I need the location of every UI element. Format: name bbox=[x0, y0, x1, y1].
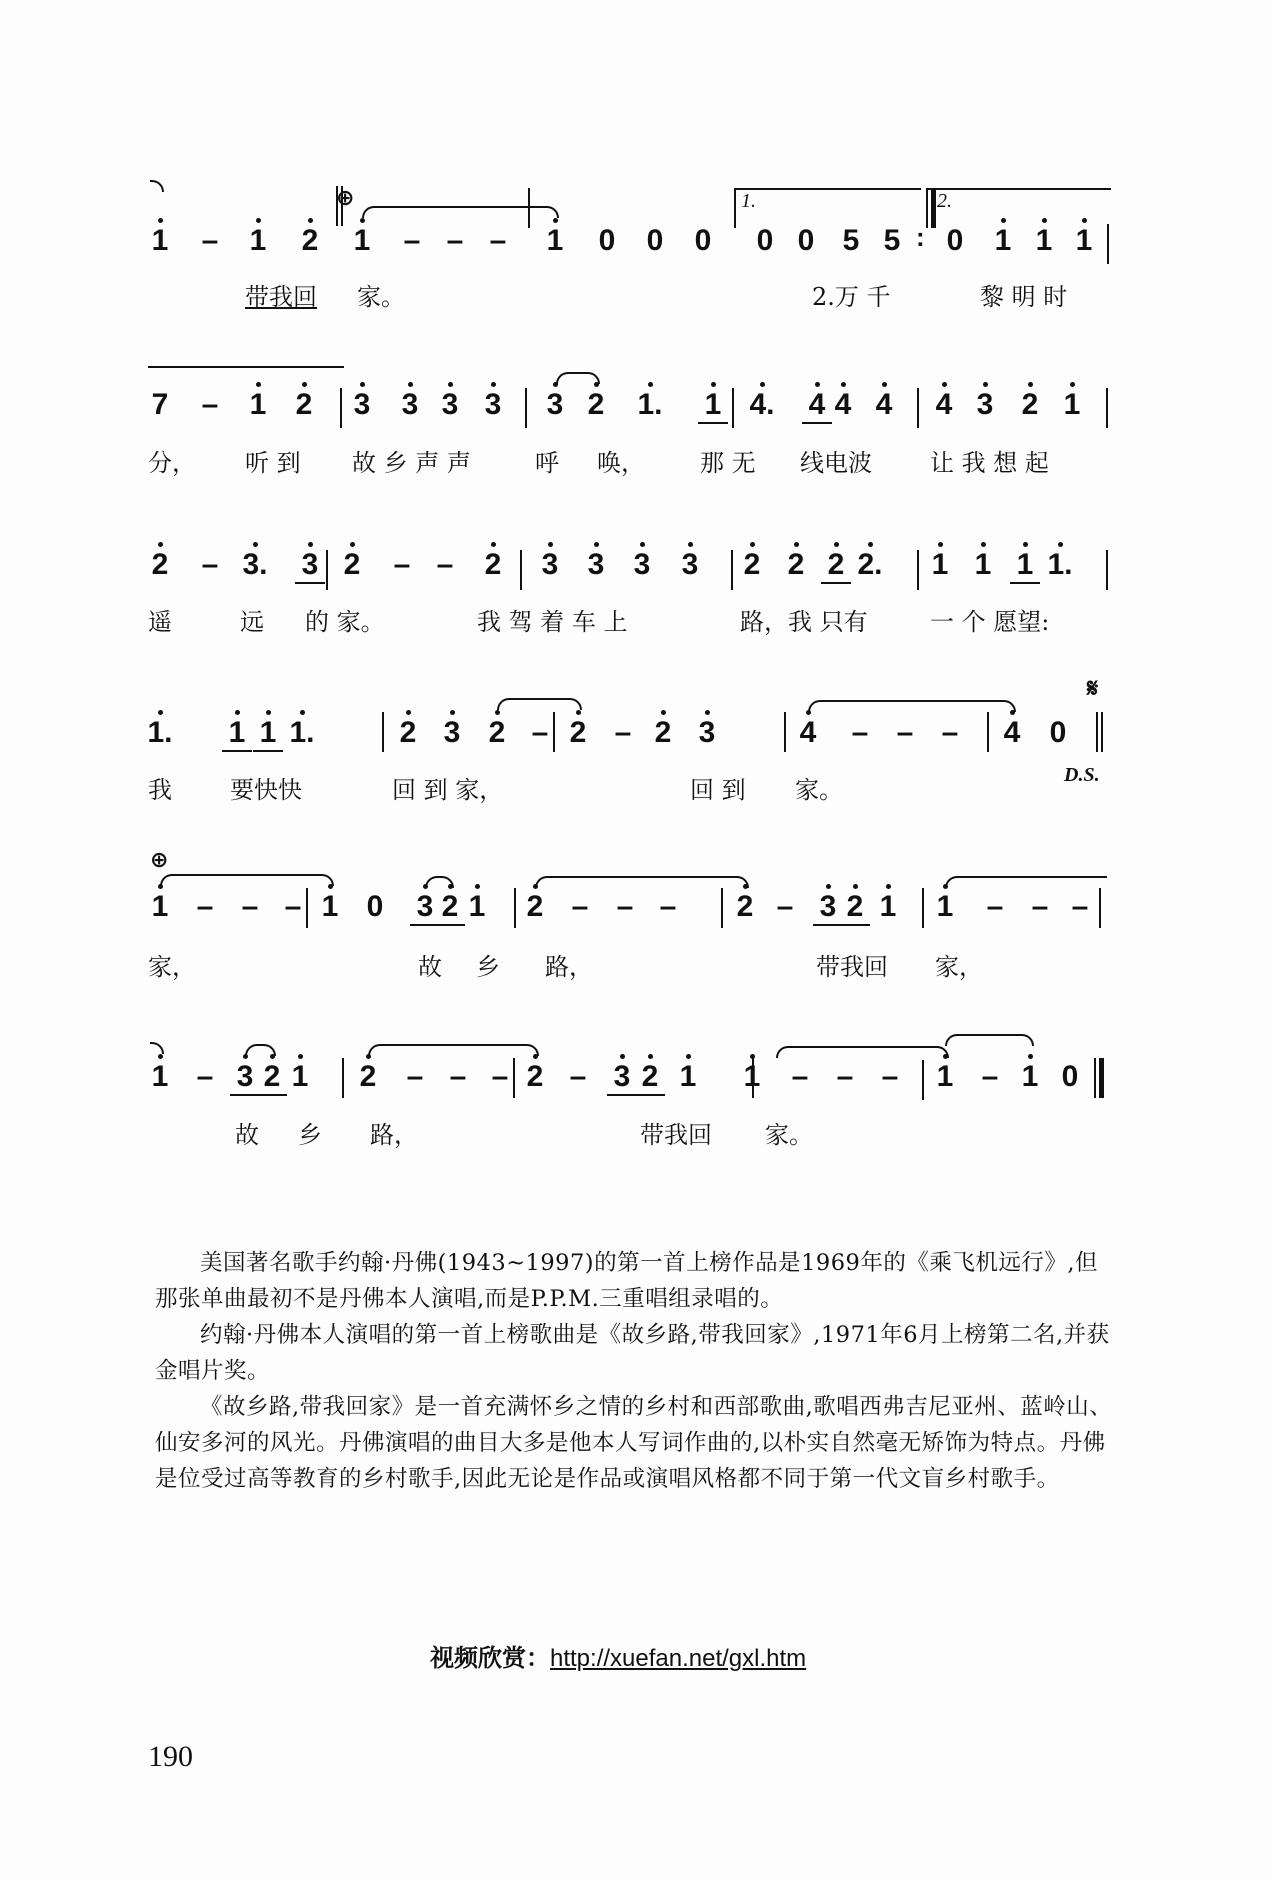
duration-dash: – bbox=[776, 890, 794, 923]
note: 1 bbox=[315, 890, 345, 924]
note: 1 bbox=[145, 1060, 175, 1094]
duration-dash: – bbox=[571, 890, 589, 923]
note: 3 bbox=[970, 388, 1000, 422]
repeat-end-sign: : bbox=[916, 222, 925, 252]
note: 1. bbox=[287, 716, 317, 750]
article-text bbox=[155, 1245, 1115, 1497]
note: 2 bbox=[520, 1060, 550, 1094]
note: 2 bbox=[635, 1060, 665, 1096]
note: 2 bbox=[295, 224, 325, 258]
note: 3 bbox=[435, 388, 465, 422]
tie bbox=[945, 1034, 1034, 1046]
note: 1 bbox=[243, 224, 273, 258]
note: 3. bbox=[240, 548, 270, 582]
lyric: 路， bbox=[545, 953, 593, 981]
lyric: 我 驾 着 车 上 bbox=[477, 608, 628, 636]
note: 7 bbox=[151, 388, 169, 421]
note: 3 bbox=[347, 388, 377, 422]
note: 3 bbox=[675, 548, 705, 582]
note: 1 bbox=[1029, 224, 1059, 258]
tie bbox=[497, 698, 582, 710]
volta-2-label: 2. bbox=[937, 190, 952, 212]
note: 1 bbox=[968, 548, 998, 582]
volta-1 bbox=[734, 188, 921, 208]
video-link-line bbox=[430, 1638, 806, 1673]
tie bbox=[535, 876, 749, 888]
lyric: 家， bbox=[148, 953, 196, 981]
note: 2 bbox=[393, 716, 423, 750]
note: 4 bbox=[929, 388, 959, 422]
note: 0 bbox=[797, 224, 815, 257]
note: 0 bbox=[598, 224, 616, 257]
note: 3 bbox=[581, 548, 611, 582]
lyric: 我 bbox=[148, 776, 172, 804]
note: 1 bbox=[698, 388, 728, 424]
tie bbox=[808, 700, 1016, 712]
barline bbox=[922, 888, 924, 928]
lyric: 家。 bbox=[357, 283, 405, 311]
note: 1 bbox=[540, 224, 570, 258]
duration-dash: – bbox=[531, 716, 549, 749]
note: 1 bbox=[222, 716, 252, 752]
note: 3 bbox=[627, 548, 657, 582]
note: 3 bbox=[535, 548, 565, 582]
barline bbox=[917, 388, 919, 428]
duration-dash: – bbox=[446, 224, 464, 257]
tie bbox=[368, 1044, 539, 1056]
duration-dash: – bbox=[436, 548, 454, 581]
note: 4 bbox=[802, 388, 832, 424]
note: 2 bbox=[730, 890, 760, 924]
note: 1 bbox=[930, 1060, 960, 1094]
note: 2 bbox=[482, 716, 512, 750]
note: 2 bbox=[478, 548, 508, 582]
note: 4 bbox=[828, 388, 858, 422]
lyric: 线电波 bbox=[800, 449, 872, 477]
coda-icon: ⊕ bbox=[150, 848, 169, 873]
barline bbox=[342, 1058, 344, 1098]
note: 2 bbox=[737, 548, 767, 582]
note: 0 bbox=[646, 224, 664, 257]
note: 3 bbox=[437, 716, 467, 750]
note: 3 bbox=[607, 1060, 637, 1096]
lyric: 故 bbox=[418, 953, 442, 981]
paragraph: 《故乡路,带我回家》是一首充满怀乡之情的乡村和西部歌曲,歌唱西弗吉尼亚州、蓝岭山、仙安多河的风光。丹佛演唱的曲目大多是他本人写词作曲的,以朴实自然毫无矫饰为特点。丹佛是位受过高等教育的乡村歌手,因此无论是作品或演唱风格都不同于第一代文盲乡村歌手。 bbox=[155, 1394, 1113, 1492]
duration-dash: – bbox=[489, 224, 507, 257]
double-barline bbox=[1096, 712, 1103, 752]
duration-dash: – bbox=[851, 716, 869, 749]
note: 0 bbox=[756, 224, 774, 257]
duration-dash: – bbox=[406, 1060, 424, 1093]
note: 2 bbox=[435, 890, 465, 926]
duration-dash: – bbox=[241, 890, 259, 923]
duration-dash: – bbox=[791, 1060, 809, 1093]
lyric: 家， bbox=[935, 953, 983, 981]
note: 1 bbox=[145, 224, 175, 258]
note: 2 bbox=[581, 388, 611, 422]
duration-dash: – bbox=[1031, 890, 1049, 923]
note: 2 bbox=[648, 716, 678, 750]
double-barline bbox=[336, 186, 343, 226]
paragraph: 约翰·丹佛本人演唱的第一首上榜歌曲是《故乡路,带我回家》,1971年6月上榜第二名,并获金唱片奖。 bbox=[155, 1322, 1110, 1384]
duration-dash: – bbox=[836, 1060, 854, 1093]
note: 2 bbox=[145, 548, 175, 582]
barline bbox=[1106, 388, 1108, 428]
note: 4 bbox=[869, 388, 899, 422]
lyric: 的 家。 bbox=[305, 608, 385, 636]
note: 4 bbox=[997, 716, 1027, 750]
lyric: 乡 bbox=[476, 953, 500, 981]
video-link[interactable]: http://xuefan.net/gxl.htm bbox=[550, 1645, 807, 1672]
barline bbox=[987, 712, 989, 752]
barline bbox=[1106, 550, 1108, 590]
duration-dash: – bbox=[986, 890, 1004, 923]
barline bbox=[382, 712, 384, 752]
note: 1 bbox=[1015, 1060, 1045, 1094]
tie bbox=[150, 1042, 164, 1054]
lyric: 黎 明 时 bbox=[980, 283, 1068, 311]
barline bbox=[525, 388, 527, 428]
tie-line bbox=[148, 366, 344, 368]
note: 1 bbox=[930, 890, 960, 924]
note: 1 bbox=[1010, 548, 1040, 584]
lyric: 分， bbox=[148, 449, 196, 477]
lyric: 2.万 千 bbox=[812, 283, 891, 311]
barline bbox=[326, 550, 328, 590]
barline bbox=[520, 550, 522, 590]
duration-dash: – bbox=[201, 548, 219, 581]
lyric: 带我回 bbox=[640, 1121, 712, 1149]
volta-1-label: 1. bbox=[741, 190, 756, 212]
lyric: 故 乡 声 声 bbox=[352, 449, 471, 477]
ds-label: D.S. bbox=[1064, 764, 1100, 786]
barline bbox=[340, 388, 342, 428]
note: 2. bbox=[855, 548, 885, 582]
lyric: 乡 bbox=[298, 1121, 322, 1149]
page-number: 190 bbox=[148, 1740, 193, 1773]
lyric: 回 到 bbox=[690, 776, 746, 804]
duration-dash: – bbox=[896, 716, 914, 749]
barline bbox=[731, 550, 733, 590]
note: 2 bbox=[337, 548, 367, 582]
note: 1 bbox=[1057, 388, 1087, 422]
lyric: 唤， bbox=[597, 449, 645, 477]
note: 3 bbox=[410, 890, 440, 926]
duration-dash: – bbox=[614, 716, 632, 749]
note: 3 bbox=[813, 890, 843, 926]
lyric: 呼 bbox=[535, 449, 559, 477]
note: 1 bbox=[253, 716, 283, 752]
lyric: 听 到 bbox=[245, 449, 301, 477]
duration-dash: – bbox=[201, 224, 219, 257]
lyric: 遥 bbox=[148, 608, 172, 636]
note: 2 bbox=[289, 388, 319, 422]
note: 2 bbox=[840, 890, 870, 926]
note: 3 bbox=[540, 388, 570, 422]
coda-icon: ⊕ bbox=[336, 186, 355, 211]
lyric: 远 bbox=[240, 608, 264, 636]
note: 1 bbox=[673, 1060, 703, 1094]
barline bbox=[784, 712, 786, 752]
lyric: 路，我 只有 bbox=[740, 608, 868, 636]
note: 0 bbox=[366, 890, 384, 923]
note: 1 bbox=[873, 890, 903, 924]
video-label: 视频欣赏： bbox=[430, 1645, 550, 1672]
note: 1 bbox=[737, 1060, 767, 1094]
note: 2 bbox=[781, 548, 811, 582]
note: 3 bbox=[478, 388, 508, 422]
lyric: 路， bbox=[370, 1121, 418, 1149]
note: 0 bbox=[1061, 1060, 1079, 1093]
note: 0 bbox=[1049, 716, 1067, 749]
lyric: 让 我 想 起 bbox=[930, 449, 1049, 477]
duration-dash: – bbox=[1071, 890, 1089, 923]
note: 2 bbox=[520, 890, 550, 924]
duration-dash: – bbox=[616, 890, 634, 923]
paragraph: 美国著名歌手约翰·丹佛(1943~1997)的第一首上榜作品是1969年的《乘飞机远行》,但那张单曲最初不是丹佛本人演唱,而是P.P.M.三重唱组录唱的。 bbox=[155, 1250, 1098, 1312]
note: 4. bbox=[747, 388, 777, 422]
barline bbox=[1099, 888, 1101, 928]
note: 1 bbox=[285, 1060, 315, 1094]
duration-dash: – bbox=[941, 716, 959, 749]
duration-dash: – bbox=[196, 890, 214, 923]
note: 3 bbox=[692, 716, 722, 750]
note: 2 bbox=[563, 716, 593, 750]
barline bbox=[917, 550, 919, 590]
note: 1. bbox=[635, 388, 665, 422]
note: 3 bbox=[230, 1060, 260, 1096]
note: 1 bbox=[925, 548, 955, 582]
barline bbox=[514, 888, 516, 928]
note: 1 bbox=[347, 224, 377, 258]
barline bbox=[528, 188, 530, 228]
final-barline bbox=[1094, 1058, 1104, 1098]
duration-dash: – bbox=[403, 224, 421, 257]
duration-dash: – bbox=[569, 1060, 587, 1093]
duration-dash: – bbox=[491, 1060, 509, 1093]
tie bbox=[160, 874, 334, 886]
duration-dash: – bbox=[393, 548, 411, 581]
note: 5 bbox=[842, 224, 860, 257]
lyric: 家。 bbox=[795, 776, 843, 804]
duration-dash: – bbox=[449, 1060, 467, 1093]
duration-dash: – bbox=[201, 388, 219, 421]
lyric: 故 bbox=[235, 1121, 259, 1149]
barline bbox=[732, 388, 734, 428]
lyric: 要快快 bbox=[230, 776, 302, 804]
duration-dash: – bbox=[659, 890, 677, 923]
note: 3 bbox=[295, 548, 325, 584]
note: 2 bbox=[821, 548, 851, 584]
note: 2 bbox=[353, 1060, 383, 1094]
note: 1 bbox=[1069, 224, 1099, 258]
duration-dash: – bbox=[284, 890, 302, 923]
tie bbox=[776, 1046, 949, 1058]
tie bbox=[945, 876, 1107, 888]
lyric: 带我回 bbox=[245, 283, 317, 311]
volta-2 bbox=[926, 188, 1111, 208]
barline bbox=[1107, 224, 1109, 264]
duration-dash: – bbox=[196, 1060, 214, 1093]
note: 2 bbox=[257, 1060, 287, 1096]
lyric: 带我回 bbox=[816, 953, 888, 981]
tie bbox=[150, 180, 164, 192]
note: 1. bbox=[145, 716, 175, 750]
lyric: 一 个 愿望: bbox=[930, 608, 1050, 636]
duration-dash: – bbox=[881, 1060, 899, 1093]
barline bbox=[721, 888, 723, 928]
note: 2 bbox=[1015, 388, 1045, 422]
note: 1 bbox=[243, 388, 273, 422]
note: 0 bbox=[946, 224, 964, 257]
note: 1 bbox=[462, 890, 492, 924]
segno-icon: 𝄋 bbox=[1087, 674, 1099, 704]
note: 4 bbox=[793, 716, 823, 750]
note: 5 bbox=[883, 224, 901, 257]
note: 3 bbox=[395, 388, 425, 422]
lyric: 回 到 家， bbox=[392, 776, 504, 804]
note: 0 bbox=[694, 224, 712, 257]
note: 1 bbox=[988, 224, 1018, 258]
duration-dash: – bbox=[981, 1060, 999, 1093]
note: 1. bbox=[1045, 548, 1075, 582]
note: 1 bbox=[145, 890, 175, 924]
lyric: 家。 bbox=[765, 1121, 813, 1149]
barline bbox=[922, 1060, 924, 1100]
lyric: 那 无 bbox=[700, 449, 756, 477]
